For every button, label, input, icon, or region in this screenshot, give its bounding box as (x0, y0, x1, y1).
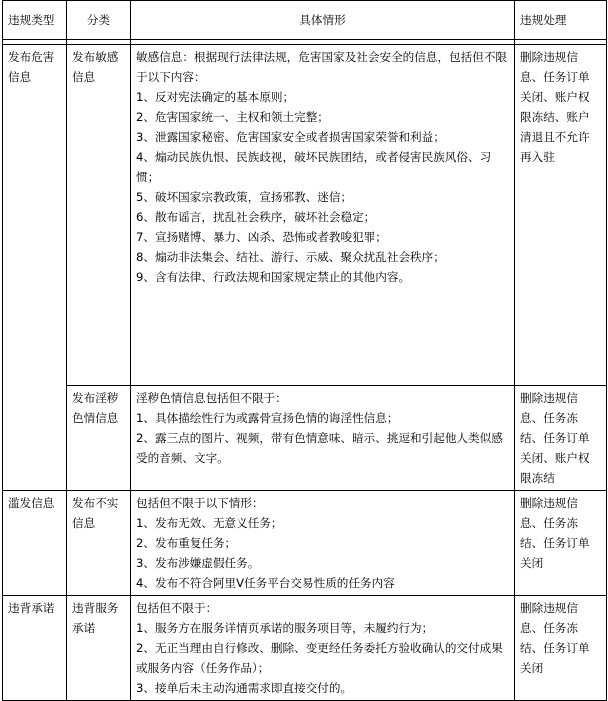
detail-line: 敏感信息：根据现行法律法规，危害国家及社会安全的信息，包括但不限于以下内容： (136, 50, 508, 84)
detail-line: 2、发布重复任务； (136, 536, 237, 550)
header-row (3, 1, 607, 40)
cell-category: 违背服务承诺 (67, 596, 131, 701)
table-row (3, 596, 607, 701)
detail-line: 3、发布涉嫌虚假任务。 (136, 556, 260, 570)
detail-line: 7、宣扬赌博、暴力、凶杀、恐怖或者教唆犯罪； (136, 230, 387, 244)
detail-line: 3、接单后未主动沟通需求即直接交付的。 (136, 681, 353, 695)
detail-line: 淫秽色情信息包括但不限于： (136, 391, 287, 405)
detail-line: 6、散布谣言，扰乱社会秩序，破坏社会稳定； (136, 210, 376, 224)
header-details: 具体情形 (131, 1, 515, 40)
detail-line: 5、破坏国家宗教政策，宣扬邪教、迷信； (136, 190, 353, 204)
cell-handling: 删除违规信息、任务冻结、任务订单关闭、账户权限冻结 (515, 386, 607, 491)
detail-line: 包括但不限于以下情形： (136, 496, 264, 510)
detail-line: 2、露三点的图片、视频，带有色情意味、暗示、挑逗和引起他人类似感受的音频、文字。 (136, 431, 503, 465)
cell-details (131, 45, 515, 386)
cell-violation-type: 违背承诺 (3, 596, 67, 701)
cell-details (131, 386, 515, 491)
cell-violation-type: 发布危害信息 (3, 45, 67, 491)
detail-line: 1、发布无效、无意义任务； (136, 516, 283, 530)
detail-line: 4、煽动民族仇恨、民族歧视，破坏民族团结，或者侵害民族风俗、习惯； (136, 150, 492, 184)
cell-violation-type: 滥发信息 (3, 491, 67, 596)
cell-category: 发布不实信息 (67, 491, 131, 596)
cell-handling: 删除违规信息、任务冻结、任务订单关闭 (515, 596, 607, 701)
table-row (3, 386, 607, 491)
cell-category: 发布敏感信息 (67, 45, 131, 386)
cell-handling: 删除违规信息、任务冻结、任务订单关闭 (515, 491, 607, 596)
cell-details (131, 596, 515, 701)
header-violation-type: 违规类型 (3, 1, 67, 40)
detail-line: 9、含有法律、行政法规和国家规定禁止的其他内容。 (136, 270, 411, 284)
cell-category: 发布淫秽色情信息 (67, 386, 131, 491)
violation-table (2, 0, 607, 701)
detail-line: 2、无正当理由自行修改、删除、变更经任务委托方验收确认的交付成果或服务内容（任务作品）； (136, 641, 503, 675)
cell-details (131, 491, 515, 596)
detail-line: 8、煽动非法集会、结社、游行、示威、聚众扰乱社会秩序； (136, 250, 445, 264)
table-row (3, 491, 607, 596)
header-handling: 违规处理 (515, 1, 607, 40)
table-row (3, 45, 607, 386)
detail-line: 3、泄露国家秘密、危害国家安全或者损害国家荣誉和利益； (136, 130, 445, 144)
detail-line: 1、服务方在服务详情页承诺的服务项目等，未履约行为； (136, 621, 434, 635)
detail-line: 1、具体描绘性行为或露骨宣扬色情的诲淫性信息； (136, 411, 399, 425)
cell-handling: 删除违规信息、任务订单关闭、账户权限冻结、账户清退且不允许再入驻 (515, 45, 607, 386)
header-category: 分类 (67, 1, 131, 40)
detail-line: 4、发布不符合阿里V任务平台交易性质的任务内容 (136, 576, 395, 590)
detail-line: 2、危害国家统一、主权和领土完整； (136, 110, 329, 124)
detail-line: 包括但不限于： (136, 601, 218, 615)
detail-line: 1、反对宪法确定的基本原则； (136, 90, 295, 104)
